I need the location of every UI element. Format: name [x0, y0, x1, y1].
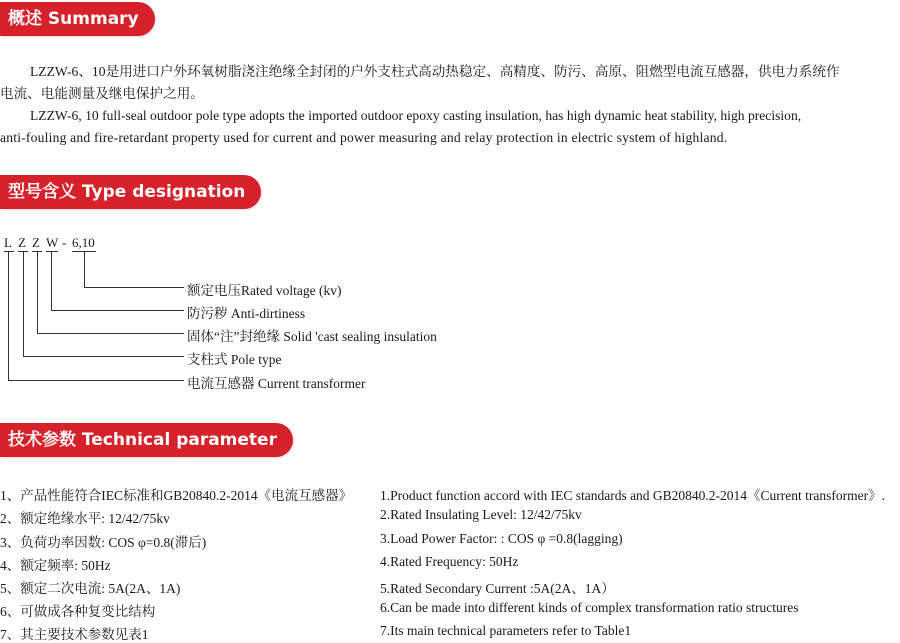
param-cn-1: 1、产品性能符合IEC标准和GB20840.2-2014《电流互感器》 — [0, 488, 353, 503]
code-dash: - — [62, 235, 67, 250]
section-type-title: 型号含义 Type designation — [0, 175, 261, 209]
summary-cn-line1: LZZW-6、10是用进口户外环氧树脂浇注绝缘全封闭的户外支柱式高动热稳定、高精度、防污、高原、阻燃型电流互感器，供电力系统作 — [30, 64, 840, 79]
label-rated-voltage: 额定电压Rated voltage (kv) — [187, 283, 342, 298]
param-cn-4: 4、额定频率: 50Hz — [0, 558, 111, 573]
label-anti-dirtiness: 防污秽 Anti-dirtiness — [187, 306, 306, 321]
summary-en-line2: anti-fouling and fire-retardant property used for current and power measuring and relay protection in electric system of highland. — [0, 130, 728, 145]
param-en-2: 2.Rated Insulating Level: 12/42/75kv — [380, 507, 582, 522]
code-underline-l — [4, 251, 14, 252]
param-cn-7: 7、其主要技术参数见表1 — [0, 627, 149, 642]
param-en-4: 4.Rated Frequency: 50Hz — [380, 554, 519, 569]
param-en-1: 1.Product function accord with IEC standards and GB20840.2-2014《Current transformer》. — [380, 488, 886, 503]
param-en-7: 7.Its main technical parameters refer to Table1 — [380, 623, 632, 638]
section-tech-title: 技术参数 Technical parameter — [0, 423, 293, 457]
label-pole-type: 支柱式 Pole type — [187, 352, 282, 367]
connector-w-h — [51, 310, 184, 311]
param-cn-5: 5、额定二次电流: 5A(2A、1A) — [0, 581, 181, 596]
connector-z2-h — [37, 333, 184, 334]
param-cn-2: 2、额定绝缘水平: 12/42/75kv — [0, 511, 170, 526]
param-en-6: 6.Can be made into different kinds of complex transformation ratio structures — [380, 600, 799, 615]
connector-z1-v — [23, 251, 24, 356]
param-en-3: 3.Load Power Factor: : COS φ =0.8(lagging) — [380, 531, 623, 546]
param-cn-6: 6、可做成各种复变比结构 — [0, 604, 156, 619]
connector-z1-h — [23, 356, 184, 357]
connector-l-h — [8, 380, 184, 381]
section-summary-title: 概述 Summary — [0, 2, 155, 36]
code-underline-w — [46, 251, 58, 252]
code-letter-z2: Z — [32, 235, 40, 250]
label-current-transformer: 电流互感器 Current transformer — [187, 376, 366, 391]
summary-en-line1: LZZW-6, 10 full-seal outdoor pole type adopts the imported outdoor epoxy casting insulation, has high dynamic heat stability, high precision, — [30, 108, 802, 123]
connector-voltage-h — [84, 287, 184, 288]
param-en-5: 5.Rated Secondary Current :5A(2A、1A） — [380, 581, 615, 596]
code-letter-z1: Z — [18, 235, 26, 250]
connector-voltage-v — [84, 251, 85, 287]
code-voltage: 6,10 — [72, 235, 95, 250]
code-letter-w: W — [46, 235, 59, 250]
label-cast-insulation: 固体“注”封绝缘 Solid 'cast sealing insulation — [187, 329, 437, 344]
connector-z2-v — [37, 251, 38, 333]
param-cn-3: 3、负荷功率因数: COS φ=0.8(滞后) — [0, 535, 207, 550]
code-letter-l: L — [4, 235, 12, 250]
summary-cn-line2: 电流、电能测量及继电保护之用。 — [0, 86, 204, 101]
connector-w-v — [51, 251, 52, 310]
connector-l-v — [8, 251, 9, 380]
